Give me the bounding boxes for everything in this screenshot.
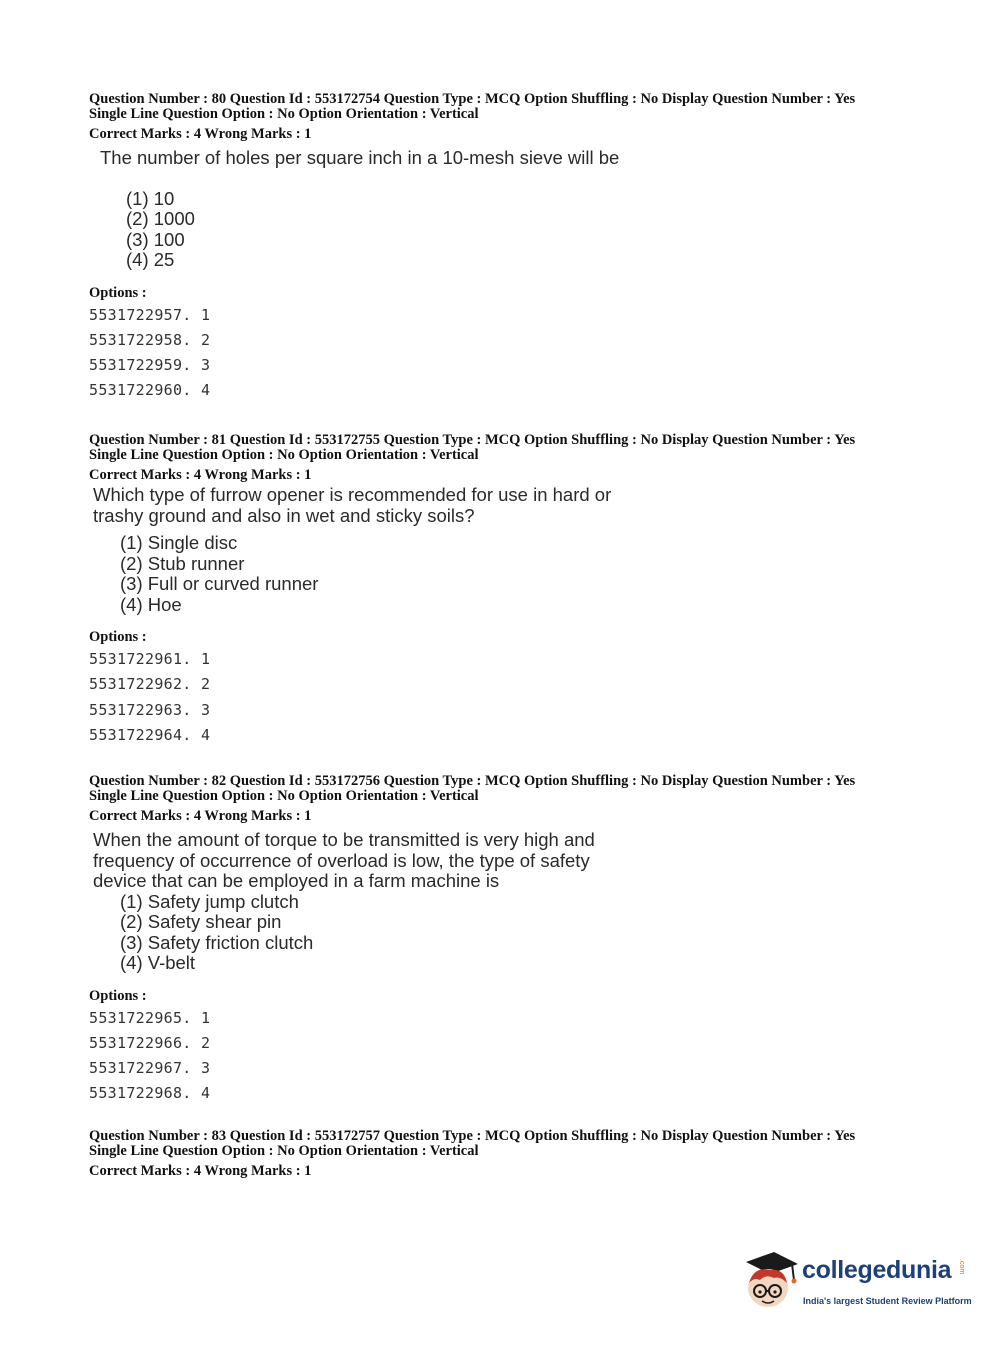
stem-line: Which type of furrow opener is recommended for use in hard or	[93, 484, 612, 505]
stem-line: The number of holes per square inch in a 10-mesh sieve will be	[100, 147, 620, 168]
question-marks: Correct Marks : 4 Wrong Marks : 1	[89, 1163, 312, 1179]
answer-choices	[126, 189, 969, 271]
question-stem	[93, 485, 969, 526]
choice: (3) Safety friction clutch	[120, 931, 314, 953]
question-header: Question Number : 80 Question Id : 553172754 Question Type : MCQ Option Shuffling : No Display Question Number : Yes	[89, 91, 856, 107]
answer-choices	[120, 533, 969, 615]
question-marks: Correct Marks : 4 Wrong Marks : 1	[89, 808, 312, 824]
logo-suffix: .com	[958, 1259, 965, 1275]
question-header: Question Number : 82 Question Id : 553172756 Question Type : MCQ Option Shuffling : No Display Question Number : Yes	[89, 773, 856, 789]
options-label: Options :	[89, 629, 147, 645]
question-single-line: Single Line Question Option : No Option Orientation : Vertical	[89, 1143, 479, 1159]
choice: (1) Single disc	[120, 532, 238, 553]
question-83	[89, 1129, 969, 1179]
question-stem	[100, 148, 969, 169]
collegedunia-logo[interactable]	[740, 1250, 970, 1320]
option-item: 5531722961. 1	[89, 650, 211, 668]
question-81	[89, 433, 969, 748]
options-list	[89, 1006, 969, 1107]
option-item: 5531722958. 2	[89, 330, 211, 349]
question-marks: Correct Marks : 4 Wrong Marks : 1	[89, 467, 312, 483]
question-stem	[93, 830, 969, 892]
stem-line: When the amount of torque to be transmitted is very high and	[93, 829, 595, 850]
option-item: 5531722968. 4	[89, 1084, 211, 1103]
stem-line: trashy ground and also in wet and sticky soils?	[93, 504, 475, 526]
question-marks: Correct Marks : 4 Wrong Marks : 1	[89, 126, 312, 142]
options-list	[89, 647, 969, 748]
question-single-line: Single Line Question Option : No Option Orientation : Vertical	[89, 106, 479, 122]
choice: (1) Safety jump clutch	[120, 890, 299, 912]
option-item: 5531722957. 1	[89, 305, 211, 324]
option-item: 5531722959. 3	[89, 356, 211, 375]
logo-wordmark: collegedunia	[802, 1256, 952, 1284]
stem-line: frequency of occurrence of overload is low, the type of safety	[93, 849, 590, 871]
options-label: Options :	[89, 987, 147, 1004]
option-item: 5531722967. 3	[89, 1059, 211, 1078]
choice: (2) 1000	[126, 208, 195, 229]
choice: (3) 100	[126, 228, 185, 250]
choice: (1) 10	[126, 187, 175, 209]
question-single-line: Single Line Question Option : No Option Orientation : Vertical	[89, 788, 479, 804]
choice: (4) Hoe	[120, 593, 182, 615]
options-label: Options :	[89, 284, 147, 301]
choice: (3) Full or curved runner	[120, 573, 319, 594]
question-header: Question Number : 83 Question Id : 553172757 Question Type : MCQ Option Shuffling : No Display Question Number : Yes	[89, 1128, 856, 1144]
question-80	[89, 92, 969, 404]
question-header: Question Number : 81 Question Id : 553172755 Question Type : MCQ Option Shuffling : No Display Question Number : Yes	[89, 432, 856, 448]
choice: (2) Safety shear pin	[120, 911, 282, 932]
stem-line: device that can be employed in a farm machine is	[93, 870, 500, 891]
answer-choices	[120, 892, 969, 974]
choice: (4) 25	[126, 249, 175, 270]
option-item: 5531722963. 3	[89, 700, 211, 719]
option-item: 5531722966. 2	[89, 1033, 211, 1052]
option-item: 5531722962. 2	[89, 675, 211, 694]
question-single-line: Single Line Question Option : No Option Orientation : Vertical	[89, 447, 479, 463]
logo-tagline: India's largest Student Review Platform	[803, 1296, 972, 1306]
option-item: 5531722960. 4	[89, 381, 211, 400]
question-82	[89, 774, 969, 1107]
choice: (2) Stub runner	[120, 552, 245, 574]
student-mascot-icon	[740, 1250, 802, 1316]
options-list	[89, 303, 969, 404]
choice: (4) V-belt	[120, 952, 196, 973]
option-item: 5531722965. 1	[89, 1008, 211, 1027]
option-item: 5531722964. 4	[89, 725, 211, 744]
